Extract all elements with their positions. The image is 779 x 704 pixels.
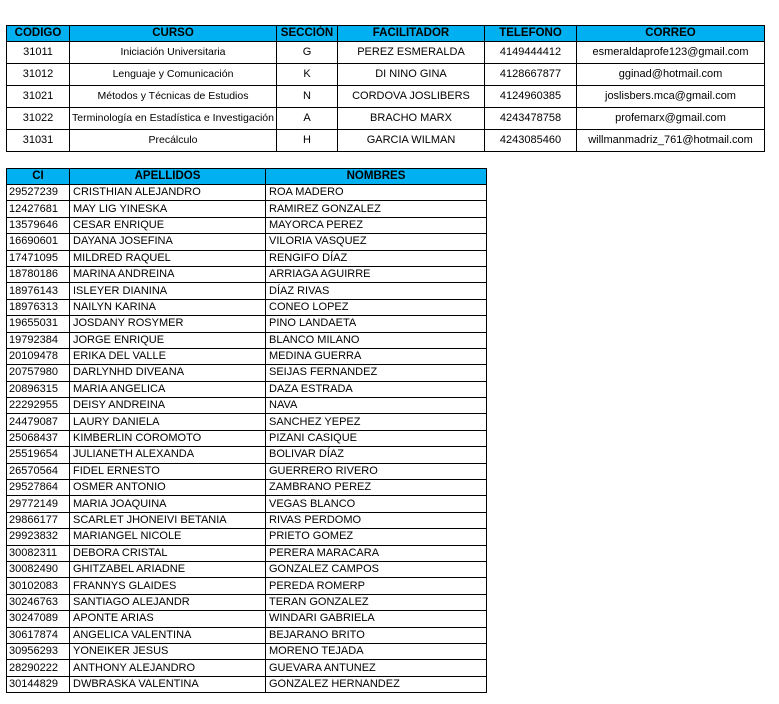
header-codigo: CODIGO: [7, 26, 70, 42]
students-header-row: [7, 169, 487, 185]
student-nombres: TERAN GONZALEZ: [266, 594, 487, 610]
student-apellidos: MAY LIG YINESKA: [70, 201, 266, 217]
student-row: [7, 398, 487, 414]
student-nombres: BEJARANO BRITO: [266, 627, 487, 643]
course-facilitator: DI NINO GINA: [338, 64, 485, 86]
student-ci: 25519654: [7, 447, 70, 463]
student-ci: 20757980: [7, 365, 70, 381]
student-row: [7, 496, 487, 512]
student-nombres: SEIJAS FERNANDEZ: [266, 365, 487, 381]
student-nombres: PERERA MARACARA: [266, 545, 487, 561]
student-nombres: PEREDA ROMERP: [266, 578, 487, 594]
course-name: Precálculo: [70, 130, 277, 152]
student-nombres: SANCHEZ YEPEZ: [266, 414, 487, 430]
student-apellidos: JOSDANY ROSYMER: [70, 316, 266, 332]
student-ci: 25068437: [7, 430, 70, 446]
student-row: [7, 660, 487, 676]
student-nombres: BLANCO MILANO: [266, 332, 487, 348]
student-nombres: RAMIREZ GONZALEZ: [266, 201, 487, 217]
course-facilitator: PEREZ ESMERALDA: [338, 42, 485, 64]
student-apellidos: NAILYN KARINA: [70, 299, 266, 315]
student-apellidos: KIMBERLIN COROMOTO: [70, 430, 266, 446]
course-email: profemarx@gmail.com: [577, 108, 765, 130]
course-code: 31011: [7, 42, 70, 64]
course-name: Métodos y Técnicas de Estudios: [70, 86, 277, 108]
student-row: [7, 283, 487, 299]
student-apellidos: ISLEYER DIANINA: [70, 283, 266, 299]
students-table: [6, 168, 487, 693]
course-section: A: [277, 108, 338, 130]
student-ci: 20109478: [7, 348, 70, 364]
student-nombres: PINO LANDAETA: [266, 316, 487, 332]
student-ci: 30144829: [7, 676, 70, 692]
student-row: [7, 217, 487, 233]
student-nombres: GUERRERO RIVERO: [266, 463, 487, 479]
course-section: G: [277, 42, 338, 64]
student-apellidos: SCARLET JHONEIVI BETANIA: [70, 512, 266, 528]
course-row: [7, 130, 765, 152]
course-email: joslisbers.mca@gmail.com: [577, 86, 765, 108]
student-apellidos: DEBORA CRISTAL: [70, 545, 266, 561]
student-ci: 29527239: [7, 185, 70, 201]
courses-table: [6, 25, 765, 152]
course-code: 31022: [7, 108, 70, 130]
student-row: [7, 463, 487, 479]
student-apellidos: OSMER ANTONIO: [70, 480, 266, 496]
student-row: [7, 545, 487, 561]
student-apellidos: CESAR ENRIQUE: [70, 217, 266, 233]
student-row: [7, 348, 487, 364]
student-apellidos: DWBRASKA VALENTINA: [70, 676, 266, 692]
student-row: [7, 447, 487, 463]
course-name: Terminología en Estadística e Investigación: [70, 108, 277, 130]
student-ci: 28290222: [7, 660, 70, 676]
student-apellidos: DEISY ANDREINA: [70, 398, 266, 414]
course-code: 31021: [7, 86, 70, 108]
student-row: [7, 430, 487, 446]
student-nombres: MAYORCA PEREZ: [266, 217, 487, 233]
header-correo: CORREO: [577, 26, 765, 42]
student-nombres: RIVAS PERDOMO: [266, 512, 487, 528]
student-apellidos: ERIKA DEL VALLE: [70, 348, 266, 364]
student-nombres: DÍAZ RIVAS: [266, 283, 487, 299]
student-row: [7, 185, 487, 201]
student-nombres: WINDARI GABRIELA: [266, 611, 487, 627]
course-section: N: [277, 86, 338, 108]
student-nombres: MEDINA GUERRA: [266, 348, 487, 364]
student-nombres: ZAMBRANO PEREZ: [266, 480, 487, 496]
course-email: willmanmadriz_761@hotmail.com: [577, 130, 765, 152]
student-apellidos: ANGELICA VALENTINA: [70, 627, 266, 643]
course-facilitator: GARCIA WILMAN: [338, 130, 485, 152]
header-ci: CI: [7, 169, 70, 185]
student-ci: 29866177: [7, 512, 70, 528]
student-ci: 30247089: [7, 611, 70, 627]
student-row: [7, 365, 487, 381]
course-facilitator: BRACHO MARX: [338, 108, 485, 130]
student-row: [7, 529, 487, 545]
student-nombres: PRIETO GOMEZ: [266, 529, 487, 545]
course-code: 31031: [7, 130, 70, 152]
student-apellidos: MARIA ANGELICA: [70, 381, 266, 397]
student-apellidos: YONEIKER JESUS: [70, 643, 266, 659]
course-row: [7, 108, 765, 130]
header-nombres: NOMBRES: [266, 169, 487, 185]
student-apellidos: JORGE ENRIQUE: [70, 332, 266, 348]
header-telefono: TELEFONO: [485, 26, 577, 42]
student-apellidos: CRISTHIAN ALEJANDRO: [70, 185, 266, 201]
course-row: [7, 64, 765, 86]
student-row: [7, 643, 487, 659]
student-row: [7, 250, 487, 266]
student-nombres: GUEVARA ANTUNEZ: [266, 660, 487, 676]
course-phone: 4149444412: [485, 42, 577, 64]
student-ci: 29772149: [7, 496, 70, 512]
student-ci: 30246763: [7, 594, 70, 610]
student-apellidos: DAYANA JOSEFINA: [70, 234, 266, 250]
course-facilitator: CORDOVA JOSLIBERS: [338, 86, 485, 108]
student-nombres: VILORIA VASQUEZ: [266, 234, 487, 250]
student-ci: 18976143: [7, 283, 70, 299]
student-nombres: NAVA: [266, 398, 487, 414]
header-apellidos: APELLIDOS: [70, 169, 266, 185]
student-nombres: ARRIAGA AGUIRRE: [266, 266, 487, 282]
student-apellidos: MILDRED RAQUEL: [70, 250, 266, 266]
student-apellidos: SANTIAGO ALEJANDR: [70, 594, 266, 610]
student-apellidos: MARINA ANDREINA: [70, 266, 266, 282]
student-ci: 17471095: [7, 250, 70, 266]
course-code: 31012: [7, 64, 70, 86]
student-nombres: CONEO LOPEZ: [266, 299, 487, 315]
student-apellidos: JULIANETH ALEXANDA: [70, 447, 266, 463]
student-ci: 19655031: [7, 316, 70, 332]
student-ci: 30082311: [7, 545, 70, 561]
course-name: Iniciación Universitaria: [70, 42, 277, 64]
course-phone: 4128667877: [485, 64, 577, 86]
student-row: [7, 561, 487, 577]
course-section: K: [277, 64, 338, 86]
student-row: [7, 676, 487, 692]
student-row: [7, 611, 487, 627]
student-ci: 30617874: [7, 627, 70, 643]
course-row: [7, 42, 765, 64]
student-nombres: VEGAS BLANCO: [266, 496, 487, 512]
student-ci: 12427681: [7, 201, 70, 217]
student-nombres: PIZANI CASIQUE: [266, 430, 487, 446]
student-ci: 29527864: [7, 480, 70, 496]
student-row: [7, 594, 487, 610]
student-row: [7, 512, 487, 528]
student-row: [7, 266, 487, 282]
student-ci: 16690601: [7, 234, 70, 250]
header-seccion: SECCIÓN: [277, 26, 338, 42]
student-nombres: BOLIVAR DÍAZ: [266, 447, 487, 463]
student-nombres: ROA MADERO: [266, 185, 487, 201]
student-row: [7, 332, 487, 348]
student-ci: 29923832: [7, 529, 70, 545]
student-row: [7, 381, 487, 397]
course-row: [7, 86, 765, 108]
header-curso: CURSO: [70, 26, 277, 42]
course-name: Lenguaje y Comunicación: [70, 64, 277, 86]
student-apellidos: MARIANGEL NICOLE: [70, 529, 266, 545]
student-apellidos: FIDEL ERNESTO: [70, 463, 266, 479]
student-ci: 18976313: [7, 299, 70, 315]
student-nombres: MORENO TEJADA: [266, 643, 487, 659]
student-ci: 30102083: [7, 578, 70, 594]
course-phone: 4124960385: [485, 86, 577, 108]
student-row: [7, 627, 487, 643]
student-apellidos: FRANNYS GLAIDES: [70, 578, 266, 594]
student-apellidos: MARIA JOAQUINA: [70, 496, 266, 512]
student-apellidos: LAURY DANIELA: [70, 414, 266, 430]
student-nombres: GONZALEZ CAMPOS: [266, 561, 487, 577]
student-ci: 13579646: [7, 217, 70, 233]
student-ci: 19792384: [7, 332, 70, 348]
student-ci: 22292955: [7, 398, 70, 414]
courses-header-row: [7, 26, 765, 42]
course-section: H: [277, 130, 338, 152]
course-email: gginad@hotmail.com: [577, 64, 765, 86]
student-ci: 20896315: [7, 381, 70, 397]
student-nombres: DAZA ESTRADA: [266, 381, 487, 397]
student-ci: 30956293: [7, 643, 70, 659]
header-facilitador: FACILITADOR: [338, 26, 485, 42]
course-email: esmeraldaprofe123@gmail.com: [577, 42, 765, 64]
student-apellidos: ANTHONY ALEJANDRO: [70, 660, 266, 676]
student-row: [7, 414, 487, 430]
student-row: [7, 316, 487, 332]
student-row: [7, 480, 487, 496]
student-row: [7, 578, 487, 594]
student-row: [7, 201, 487, 217]
student-ci: 18780186: [7, 266, 70, 282]
student-apellidos: GHITZABEL ARIADNE: [70, 561, 266, 577]
student-apellidos: APONTE ARIAS: [70, 611, 266, 627]
course-phone: 4243478758: [485, 108, 577, 130]
student-ci: 30082490: [7, 561, 70, 577]
student-nombres: GONZALEZ HERNANDEZ: [266, 676, 487, 692]
student-row: [7, 299, 487, 315]
course-phone: 4243085460: [485, 130, 577, 152]
student-apellidos: DARLYNHD DIVEANA: [70, 365, 266, 381]
student-ci: 26570564: [7, 463, 70, 479]
student-row: [7, 234, 487, 250]
student-ci: 24479087: [7, 414, 70, 430]
student-nombres: RENGIFO DÍAZ: [266, 250, 487, 266]
